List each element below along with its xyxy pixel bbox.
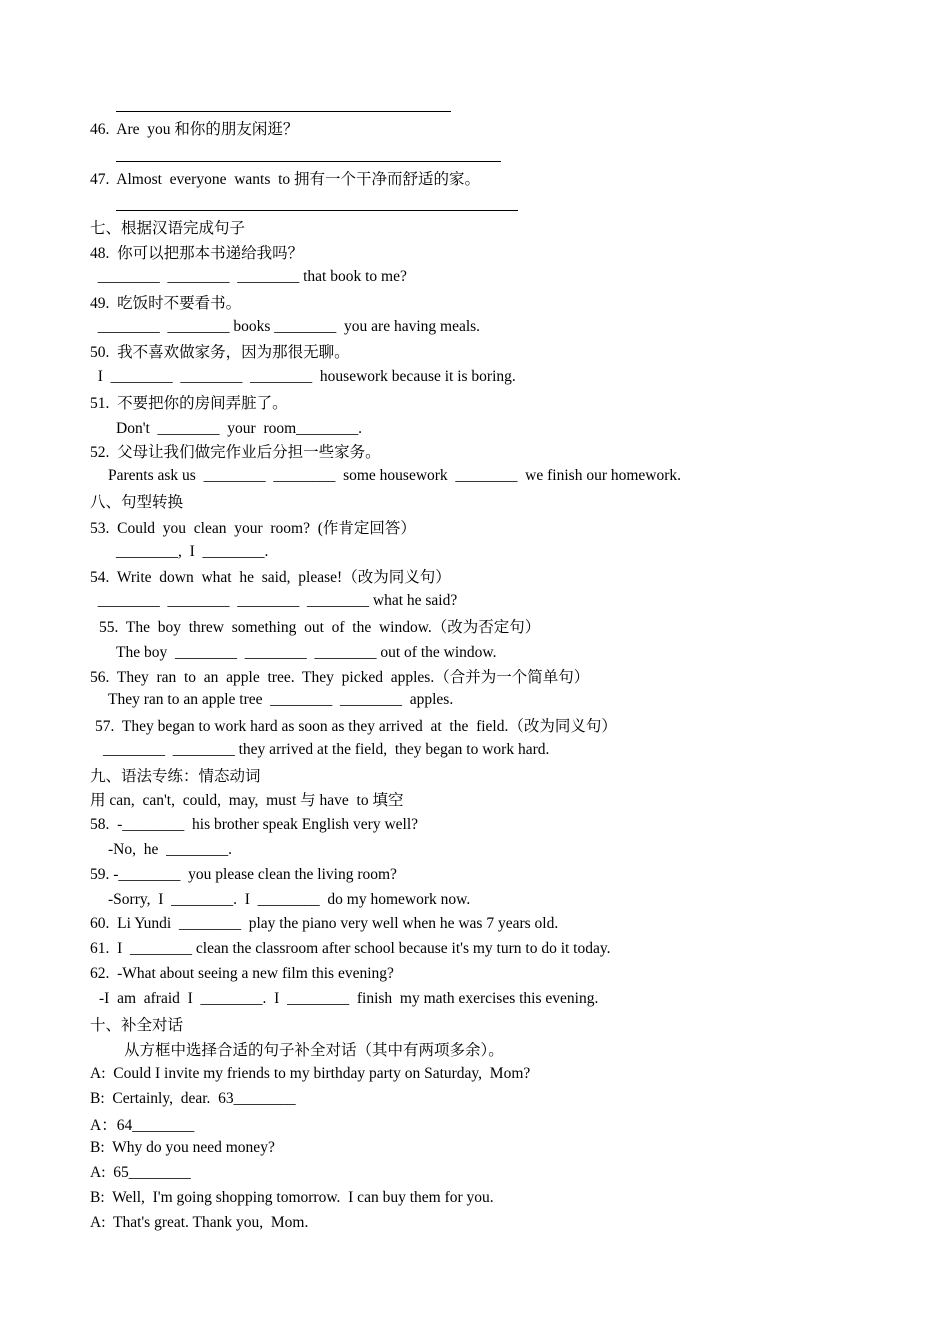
question-47: 47. Almost everyone wants to 拥有一个干净而舒适的家。 <box>90 171 481 188</box>
question-49: 49. 吃饭时不要看书。 <box>90 295 242 312</box>
section-9-instruction: 用 can, can't, could, may, must 与 have to 填空 <box>90 792 404 809</box>
dialogue-line: B: Well, I'm going shopping tomorrow. I can buy them for you. <box>90 1189 494 1206</box>
answer-62: -I am afraid I ________. I ________ finish my math exercises this evening. <box>99 990 599 1007</box>
section-10-instruction: 从方框中选择合适的句子补全对话（其中有两项多余）。 <box>124 1042 504 1059</box>
question-62: 62. -What about seeing a new film this evening? <box>90 965 394 982</box>
question-56: 56. They ran to an apple tree. They picked apples.（合并为一个简单句） <box>90 669 590 686</box>
answer-53: ________, I ________. <box>116 543 269 560</box>
section-title-7: 七、根据汉语完成句子 <box>90 220 246 237</box>
answer-50: I ________ ________ ________ housework because it is boring. <box>90 368 516 385</box>
dialogue-line: B: Why do you need money? <box>90 1139 275 1156</box>
question-55: 55. The boy threw something out of the window.（改为否定句） <box>99 619 541 636</box>
question-46: 46. Are you 和你的朋友闲逛？ <box>90 121 299 138</box>
question-48: 48. 你可以把那本书递给我吗？ <box>90 245 304 262</box>
question-50: 50. 我不喜欢做家务，因为那很无聊。 <box>90 344 350 361</box>
question-57: 57. They began to work hard as soon as they arrived at the field.（改为同义句） <box>95 718 617 735</box>
dialogue-line: A: Could I invite my friends to my birthday party on Saturday, Mom? <box>90 1065 531 1082</box>
section-title-9: 九、语法专练：情态动词 <box>90 768 261 785</box>
answer-51: Don't ________ your room________. <box>116 420 363 437</box>
answer-57: ________ ________ they arrived at the field, they began to work hard. <box>103 741 550 758</box>
question-54: 54. Write down what he said, please!（改为同义句） <box>90 569 451 586</box>
dialogue-line: A：64________ <box>90 1117 195 1134</box>
answer-49: ________ ________ books ________ you are having meals. <box>90 318 481 335</box>
question-60: 60. Li Yundi ________ play the piano very well when he was 7 years old. <box>90 915 559 932</box>
dialogue-line: A: That's great. Thank you, Mom. <box>90 1214 309 1231</box>
dialogue-line: A: 65________ <box>90 1164 191 1181</box>
question-59: 59. -________ you please clean the living room? <box>90 866 397 883</box>
question-52: 52. 父母让我们做完作业后分担一些家务。 <box>90 444 381 461</box>
answer-line <box>116 111 451 112</box>
answer-58: -No, he ________. <box>108 841 232 858</box>
answer-56: They ran to an apple tree ________ ________ apples. <box>108 691 454 708</box>
section-title-10: 十、补全对话 <box>90 1017 184 1034</box>
answer-55: The boy ________ ________ ________ out of the window. <box>116 644 497 661</box>
question-53: 53. Could you clean your room? (作肯定回答） <box>90 520 416 537</box>
answer-48: ________ ________ ________ that book to me? <box>90 268 407 285</box>
question-51: 51. 不要把你的房间弄脏了。 <box>90 395 288 412</box>
section-title-8: 八、句型转换 <box>90 494 184 511</box>
answer-line <box>116 161 501 162</box>
dialogue-line: B: Certainly, dear. 63________ <box>90 1090 296 1107</box>
question-61: 61. I ________ clean the classroom after school because it's my turn to do it today. <box>90 940 611 957</box>
answer-line <box>116 210 518 211</box>
question-58: 58. -________ his brother speak English very well? <box>90 816 419 833</box>
answer-59: -Sorry, I ________. I ________ do my homework now. <box>108 891 471 908</box>
answer-52: Parents ask us ________ ________ some housework ________ we finish our homework. <box>108 467 682 484</box>
answer-54: ________ ________ ________ ________ what he said? <box>90 592 458 609</box>
